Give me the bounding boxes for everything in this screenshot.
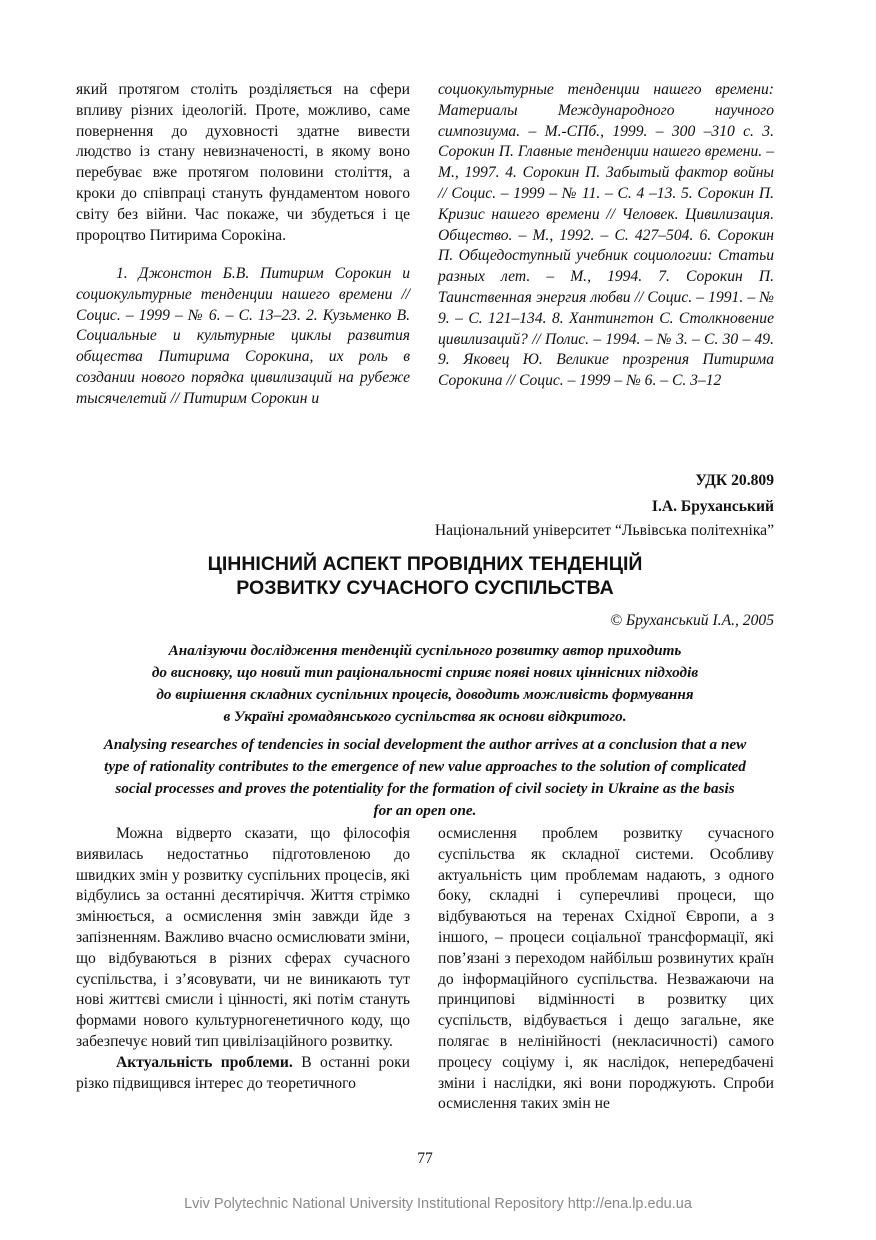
abstract-ua-line: до вирішення складних суспільних процесів, доводить можливість формування bbox=[156, 686, 694, 703]
abstract-ukrainian bbox=[76, 640, 774, 728]
page-number: 77 bbox=[417, 1150, 433, 1167]
abstract-en-line: type of rationality contributes to the emergence of new value approaches to the solution of complicated bbox=[104, 758, 746, 775]
body-paragraph-1: Можна відверто сказати, що філософія виявилась недостатньо підготовленою до швидких змін у розвитку суспільних процесів, які відбулись за останні десятиріччя. Життя стрімко змінюється, а осмислення змін завжди йде з запізненням. Важливо вчасно осмислювати зміни, що відбуваються в різних сферах сучасного суспільства, і з’ясовувати, чи не виникають тут нові життєві смисли і цінності, які потім стануть формами нового культурногенетичного коду, що забезпечує новий тип цивілізаційного розвитку. bbox=[76, 825, 410, 1050]
repository-footer: Lviv Polytechnic National University Institutional Repository http://ena.lp.edu.ua bbox=[184, 1196, 692, 1212]
copyright-notice: © Бруханський І.А., 2005 bbox=[610, 612, 774, 629]
body-right-text: осмислення проблем розвитку сучасного суспільства як складної системи. Особливу актуальність цим проблемам надають, з одного боку, складні і суперечливі процеси, що відбуваються на теренах Східної Європи, а з іншого, – процеси соціальної трансформації, які пов’язані з переходом найбільш розвинутих країн до інформаційного суспільства. Незважаючи на принципові відмінності в розвитку цих суспільств, відбувається і дещо загальне, яке полягає в нелінійності (некласичності) самого процесу соціуму і, як наслідок, непередбачені зміни і наслідки, які вони породжують. Спроби осмислення таких змін не bbox=[438, 825, 774, 1113]
body-paragraph-2-text: В останні роки різко підвищився інтерес до теоретичного bbox=[76, 1053, 410, 1092]
abstract-en-line: Analysing researches of tendencies in social development the author arrives at a conclusion that a new bbox=[103, 736, 747, 753]
body-left-column bbox=[76, 824, 410, 1094]
abstract-en-line: social processes and proves the potentiality for the formation of civil society in Ukraine as the basis bbox=[115, 780, 735, 797]
udk-code: УДК 20.809 bbox=[695, 472, 774, 489]
abstract-ua-line: Аналізуючи дослідження тенденцій суспільного розвитку автор приходить bbox=[168, 642, 682, 659]
relevance-heading: Актуальність проблеми. bbox=[116, 1053, 293, 1071]
references-left-text: 1. Джонстон Б.В. Питирим Сорокин и социокультурные тенденции нашего времени // Социс. – 1999 – № 6. – С. 13–23. 2. Кузьменко В. Социальные и культурные циклы развития общества Питирима Сорокина, их роль в создании нового порядка цивилизаций на рубеже тысячелетий // Питирим Сорокин и bbox=[76, 265, 410, 407]
abstract-ua-line: до висновку, що новий тип раціональності сприяє появі нових ціннісних підходів bbox=[151, 664, 699, 681]
body-right-column bbox=[438, 824, 774, 1115]
title-line-1: ЦІННІСНИЙ АСПЕКТ ПРОВІДНИХ ТЕНДЕНЦІЙ bbox=[207, 553, 643, 575]
references-left-column bbox=[76, 264, 410, 410]
prev-article-closing-paragraph bbox=[76, 80, 410, 246]
references-right-text: социокультурные тенденции нашего времени: Материалы Международного научного симпозиума. – М.-СПб., 1999. – 300 –310 с. 3. Сорокин П. Главные тенденции нашего времени. – М., 1997. 4. Сорокин П. Забытый фактор войны // Социс. – 1999 – № 11. – С. 4 –13. 5. Сорокин П. Кризис нашего времени // Человек. Цивилизация. Общество. – М., 1992. – С. 427–504. 6. Сорокин П. Общедоступный учебник социологии: Статьи разных лет. – М., 1994. 7. Сорокин П. Таинственная энергия любви // Социс. – 1991. – № 9. – С. 121–134. 8. Хантингтон С. Столкновение цивилизаций? // Полис. – 1994. – № 3. – С. 30 – 49. 9. Яковец Ю. Великие прозрения Питирима Сорокина // Социс. – 1999 – № 6. – С. 3–12 bbox=[438, 81, 774, 390]
abstract-ua-line: в Україні громадянського суспільства як основи відкритого. bbox=[223, 708, 627, 725]
references-right-column bbox=[438, 80, 774, 392]
closing-paragraph-text: який протягом століть розділяється на сфери впливу різних ідеологій. Проте, можливо, саме повернення до духовності здатне вивести людство із стану невизначеності, в якому воно перебуває вже протягом половини століття, а кроки до співпраці стануть фундаментом нового світу без війни. Час покаже, чи збудеться і це пророцтво Питирима Сорокіна. bbox=[76, 81, 410, 244]
body-paragraph-2 bbox=[76, 1053, 410, 1095]
abstract-english bbox=[76, 734, 774, 822]
author-affiliation: Національний університет “Львівська політехніка” bbox=[434, 522, 774, 539]
title-line-2: РОЗВИТКУ СУЧАСНОГО СУСПІЛЬСТВА bbox=[236, 577, 614, 599]
article-title bbox=[76, 552, 774, 600]
abstract-en-line: for an open one. bbox=[373, 802, 477, 819]
author-name: І.А. Бруханський bbox=[651, 498, 774, 515]
